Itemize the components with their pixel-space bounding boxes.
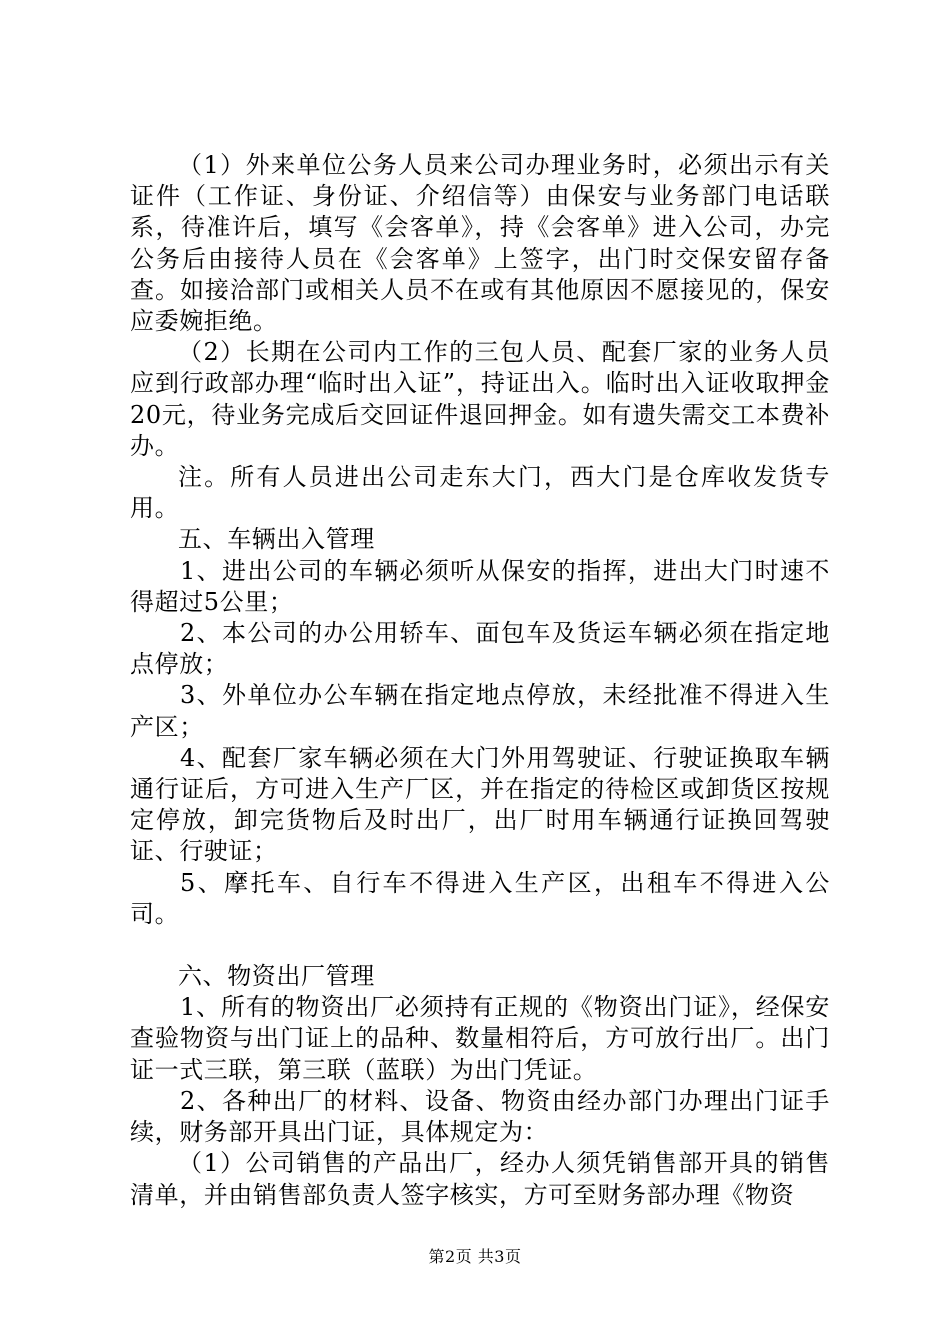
paragraph-vehicle-rule-1: 1、进出公司的车辆必须听从保安的指挥，进出大门时速不得超过5公里； [130,556,830,616]
page-number-footer: 第2页 共3页 [428,1247,522,1266]
section-heading-materials: 六、物资出厂管理 [178,962,375,991]
paragraph-vehicle-rule-2: 2、本公司的办公用轿车、面包车及货运车辆必须在指定地点停放； [130,619,830,679]
paragraph-gate-note: 注。所有人员进出公司走东大门，西大门是仓库收发货专用。 [130,463,830,523]
paragraph-material-rule-1: 1、所有的物资出厂必须持有正规的《物资出门证》，经保安查验物资与出门证上的品种、数量相符后，方可放行出厂。出门证一式三联，第三联（蓝联）为出门凭证。 [130,993,830,1084]
paragraph-material-rule-2: 2、各种出厂的材料、设备、物资由经办部门办理出门证手续，财务部开具出门证，具体规定为： [130,1086,830,1147]
paragraph-temporary-pass: （2）长期在公司内工作的三包人员、配套厂家的业务人员应到行政部办理“临时出入证”，持证出入。临时出入证收取押金20元，待业务完成后交回证件退回押金。如有遗失需交工本费补办。 [130,338,830,460]
paragraph-vehicle-rule-5: 5、摩托车、自行车不得进入生产区，出租车不得进入公司。 [130,868,830,928]
document-body [130,150,830,1211]
section-heading-vehicles: 五、车辆出入管理 [178,525,375,554]
paragraph-vehicle-rule-3: 3、外单位办公车辆在指定地点停放，未经批准不得进入生产区； [130,681,830,741]
paragraph-product-shipment: （1）公司销售的产品出厂，经办人须凭销售部开具的销售清单，并由销售部负责人签字核实，方可至财务部办理《物资 [130,1149,830,1209]
paragraph-visitor-procedure: （1）外来单位公务人员来公司办理业务时，必须出示有关证件（工作证、身份证、介绍信等）由保安与业务部门电话联系，待准许后，填写《会客单》，持《会客单》进入公司，办完公务后由接待人员在《会客单》上签字，出门时交保安留存备查。如接洽部门或相关人员不在或有其他原因不愿接见的，保安应委婉拒绝。 [130,151,830,336]
paragraph-vehicle-rule-4: 4、配套厂家车辆必须在大门外用驾驶证、行驶证换取车辆通行证后，方可进入生产厂区，并在指定的待检区或卸货区按规定停放，卸完货物后及时出厂，出厂时用车辆通行证换回驾驶证、行驶证； [130,743,830,866]
